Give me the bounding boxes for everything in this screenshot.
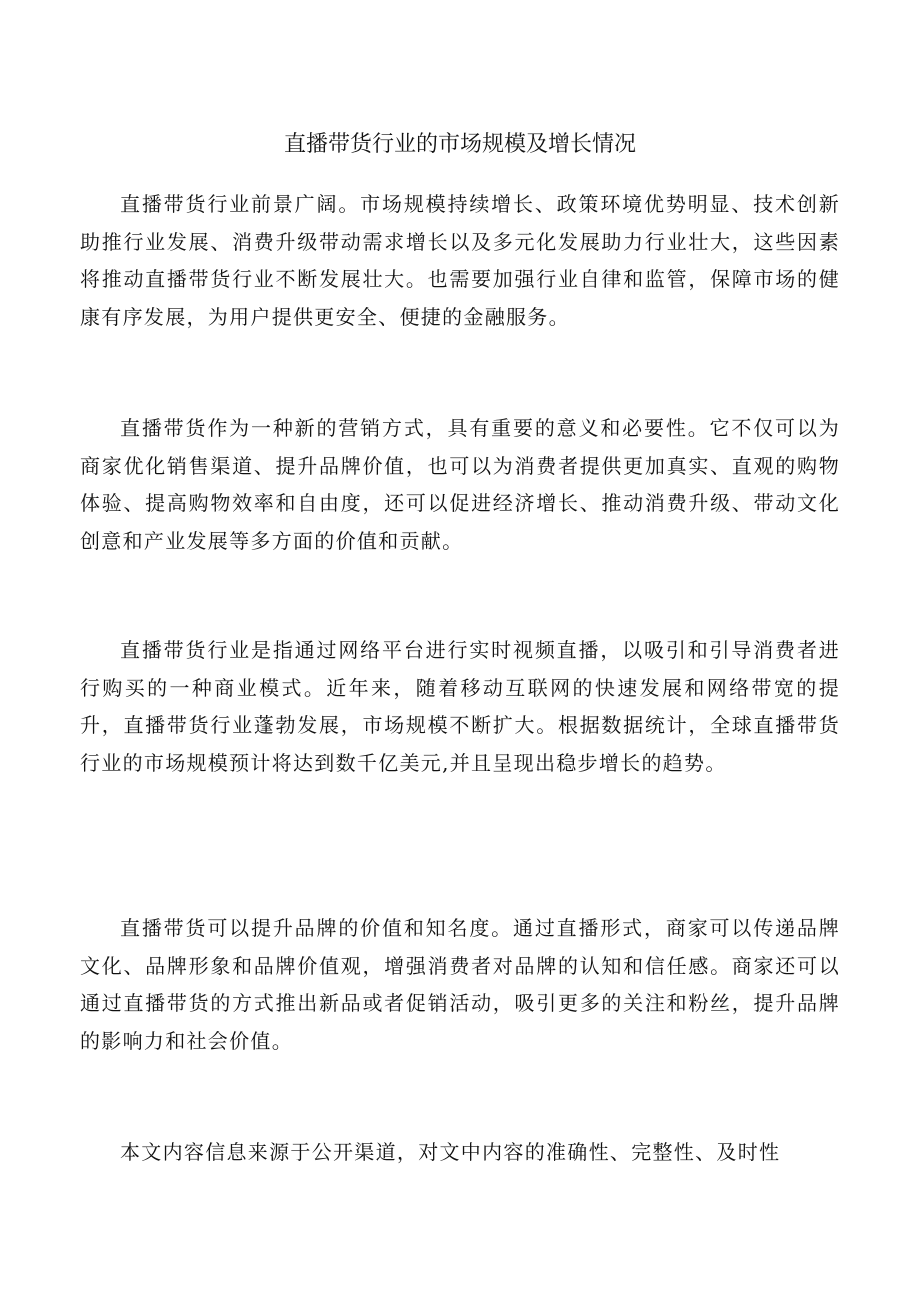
document-title: 直播带货行业的市场规模及增长情况 xyxy=(283,132,636,157)
paragraph: 直播带货行业前景广阔。市场规模持续增长、政策环境优势明显、技术创新助推行业发展、消费升级带动需求增长以及多元化发展助力行业壮大，这些因素将推动直播带货行业不断发展壮大。也需要加强行业自律和监管，保障市场的健康有序发展，为用户提供更安全、便捷的金融服务。 xyxy=(80,192,840,329)
paragraph: 本文内容信息来源于公开渠道，对文中内容的准确性、完整性、及时性 xyxy=(120,1140,781,1164)
paragraph: 直播带货可以提升品牌的价值和知名度。通过直播形式，商家可以传递品牌文化、品牌形象和品牌价值观，增强消费者对品牌的认知和信任感。商家还可以通过直播带货的方式推出新品或者促销活动，吸引更多的关注和粉丝，提升品牌的影响力和社会价值。 xyxy=(80,916,840,1053)
paragraph: 直播带货作为一种新的营销方式，具有重要的意义和必要性。它不仅可以为商家优化销售渠道、提升品牌价值，也可以为消费者提供更加真实、直观的购物体验、提高购物效率和自由度，还可以促进经济增长、推动消费升级、带动文化创意和产业发展等多方面的价值和贡献。 xyxy=(80,416,840,553)
paragraph: 直播带货行业是指通过网络平台进行实时视频直播，以吸引和引导消费者进行购买的一种商业模式。近年来，随着移动互联网的快速发展和网络带宽的提升，直播带货行业蓬勃发展，市场规模不断扩大。根据数据统计，全球直播带货行业的市场规模预计将达到数千亿美元,并且呈现出稳步增长的趋势。 xyxy=(80,638,840,775)
